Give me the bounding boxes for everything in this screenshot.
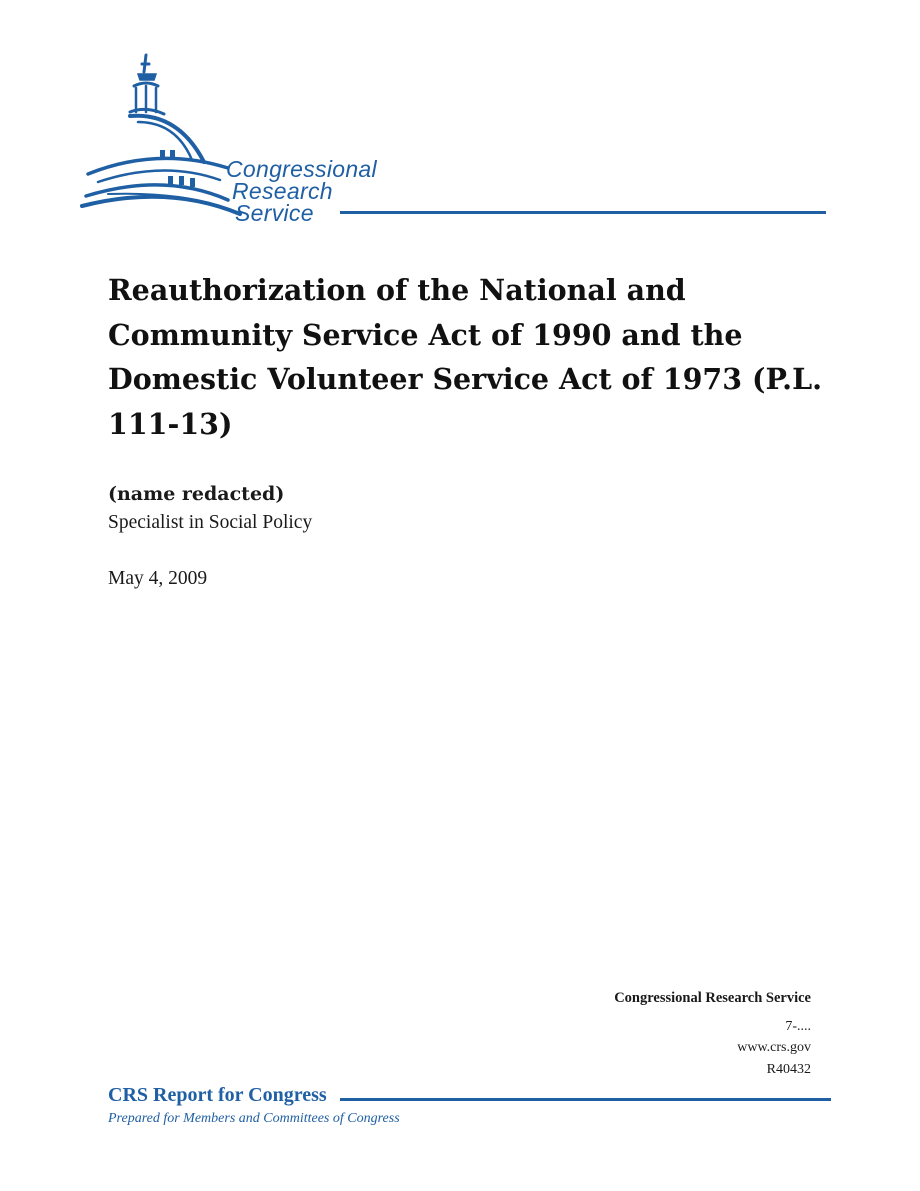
crs-logo: [78, 50, 838, 225]
logo-text-research: Research: [232, 178, 333, 204]
capitol-dome-icon: [78, 50, 838, 225]
publisher-name: Congressional Research Service: [614, 990, 811, 1006]
report-number: R40432: [766, 1062, 811, 1077]
footer-subtitle: Prepared for Members and Committees of Congress: [108, 1111, 400, 1126]
author-title: Specialist in Social Policy: [108, 512, 313, 533]
footer-divider: [340, 1098, 831, 1101]
author-name: (name redacted): [108, 483, 285, 505]
footer-title: CRS Report for Congress: [108, 1084, 331, 1107]
publisher-code: 7-....: [785, 1019, 811, 1034]
logo-text-congressional: Congressional: [226, 156, 377, 182]
report-title: Reauthorization of the National and Community Service Act of 1990 and the Domestic Volunteer Service Act of 1973 (P.L. 111-13): [108, 273, 823, 441]
report-date: May 4, 2009: [108, 568, 208, 589]
logo-text-service: Service: [235, 200, 314, 226]
publisher-website: www.crs.gov: [737, 1040, 811, 1055]
